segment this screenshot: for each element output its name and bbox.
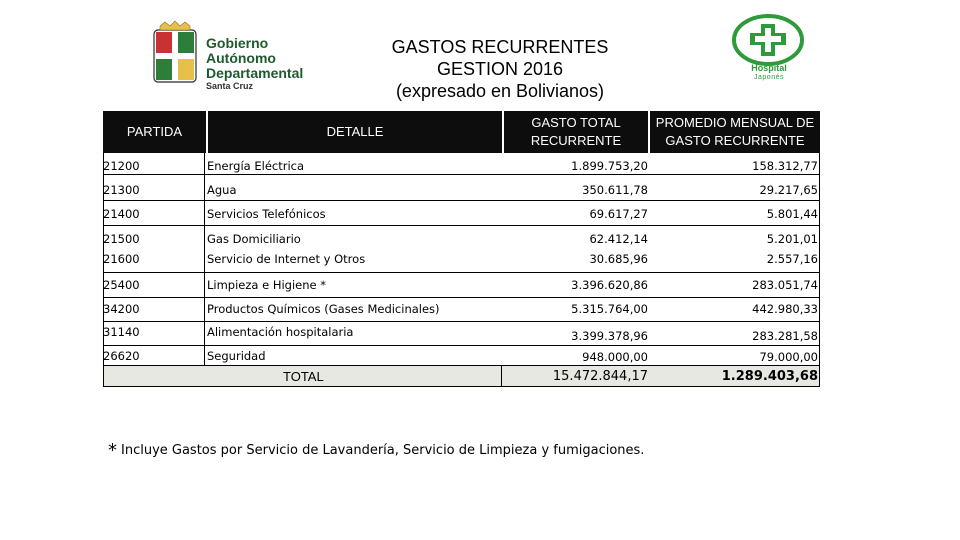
cell-partida: 26620 [103,349,140,363]
cell-detalle: Productos Químicos (Gases Medicinales) [207,302,440,316]
header-partida-label: PARTIDA [126,124,183,139]
footnote [108,440,644,461]
cell-partida: 21300 [103,183,140,197]
cell-partida: 21400 [103,207,140,221]
cell-gasto-total: 62.412,14 [589,232,648,246]
total-label: TOTAL [283,369,324,384]
gov-line4: Santa Cruz [206,81,254,91]
cell-detalle: Servicio de Internet y Otros [207,252,366,266]
medical-cross-icon [734,16,802,64]
cell-gasto-total: 350.611,78 [582,183,648,197]
cell-partida: 25400 [103,278,140,292]
header-promedio-line2: GASTO RECURRENTE [665,133,805,148]
cell-promedio: 2.557,16 [766,252,818,266]
total-promedio: 1.289.403,68 [721,369,818,384]
cell-detalle: Alimentación hospitalaria [207,325,354,339]
cell-partida: 21600 [103,252,140,266]
cell-detalle: Servicios Telefónicos [207,207,326,221]
cell-promedio: 29.217,65 [759,183,818,197]
hospital-logo-text [732,64,806,82]
footnote-text: Incluye Gastos por Servicio de Lavandería, Servicio de Limpieza y fumigaciones. [121,443,645,458]
cell-partida: 34200 [103,302,140,316]
cell-detalle: Gas Domiciliario [207,232,301,246]
row-divider [103,297,820,298]
total-gasto: 15.472.844,17 [552,369,648,384]
row-divider [103,321,820,322]
gov-line1: Gobierno [206,35,269,51]
hospital-sub: Japonés [754,74,784,81]
shield-icon [154,21,196,82]
cell-partida: 21500 [103,232,140,246]
title-line2: GESTION 2016 [436,59,564,79]
header-detalle-label: DETALLE [326,124,384,139]
cell-gasto-total: 948.000,00 [582,350,648,364]
header-gasto-total [504,111,648,153]
cell-gasto-total: 3.399.378,96 [571,329,648,343]
row-divider [103,200,820,201]
header-gasto-total-line1: GASTO TOTAL [531,115,621,130]
cell-partida: 21200 [103,159,140,173]
border-col1 [204,153,205,365]
cell-gasto-total: 3.396.620,86 [571,278,648,292]
header-partida [103,111,206,153]
cell-promedio: 5.801,44 [766,207,818,221]
cell-gasto-total: 69.617,27 [589,207,648,221]
cell-detalle: Energía Eléctrica [207,159,305,173]
hospital-name: Hospital [751,63,787,73]
cell-detalle: Limpieza e Higiene * [207,278,327,292]
footnote-asterisk: * [108,440,117,461]
total-divider [501,365,502,387]
cell-partida: 31140 [103,325,140,339]
cell-promedio: 283.051,74 [752,278,818,292]
header-promedio-line1: PROMEDIO MENSUAL DE [655,115,815,130]
cell-promedio: 79.000,00 [759,350,818,364]
gobierno-logo-text [206,36,303,92]
cell-gasto-total: 5.315.764,00 [571,302,648,316]
cell-gasto-total: 30.685,96 [589,252,648,266]
cell-promedio: 442.980,33 [752,302,818,316]
row-divider [103,345,820,346]
border-right [819,153,820,365]
row-divider [103,225,820,226]
row-divider [103,174,820,175]
cell-gasto-total: 1.899.753,20 [571,159,648,173]
gov-line3: Departamental [206,65,304,81]
title-line3: (expresado en Bolivianos) [395,81,605,101]
page-title [330,36,670,102]
cell-detalle: Agua [207,183,237,197]
gov-line2: Autónomo [206,50,276,66]
cell-promedio: 5.201,01 [766,232,818,246]
header-detalle [208,111,502,153]
header-gasto-total-line2: RECURRENTE [530,133,622,148]
row-divider [103,272,820,273]
header-promedio [650,111,820,153]
gastos-table [103,111,820,387]
title-line1: GASTOS RECURRENTES [391,37,609,57]
cell-promedio: 158.312,77 [752,159,818,173]
cell-promedio: 283.281,58 [752,329,818,343]
cell-detalle: Seguridad [207,349,266,363]
